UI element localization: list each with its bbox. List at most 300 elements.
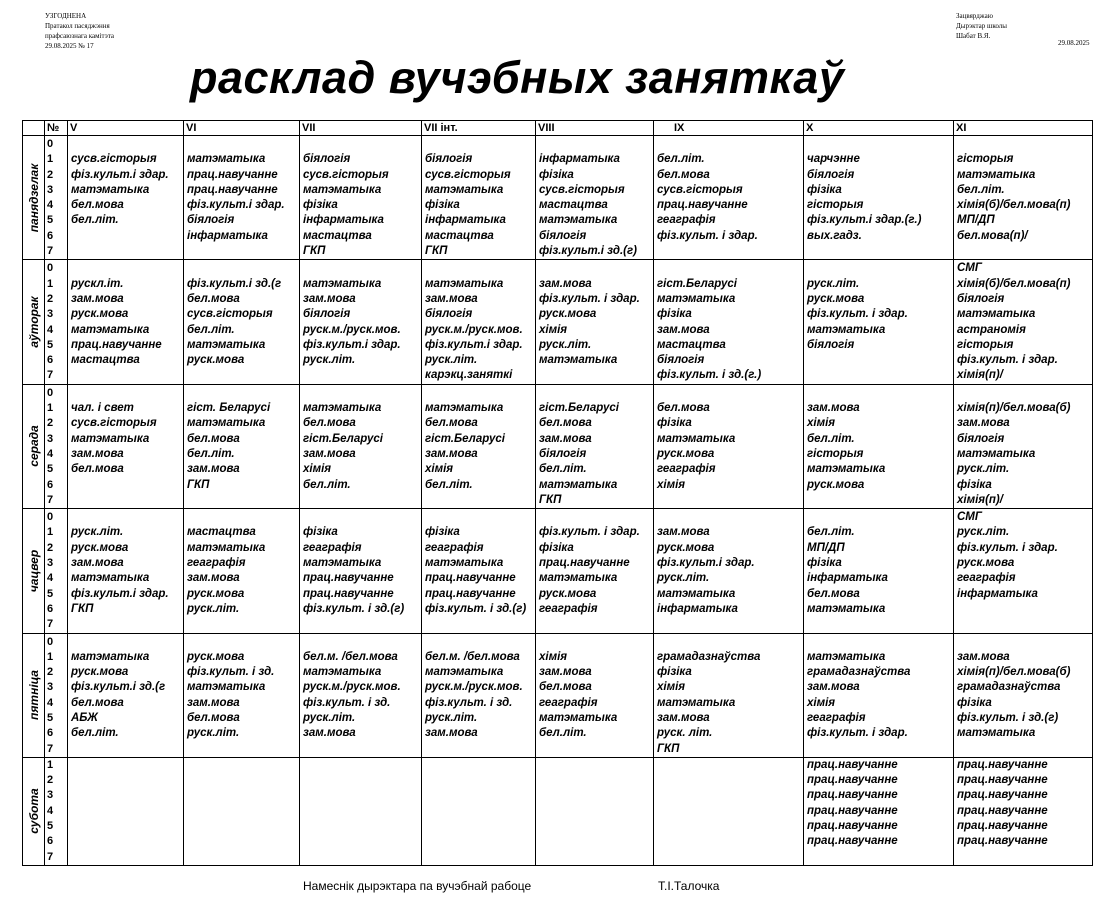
lesson-subject (425, 788, 535, 803)
header-row (23, 121, 1093, 136)
lesson-subject: сусв.гісторыя (71, 153, 157, 166)
lesson-number: 7 (47, 369, 54, 382)
lesson-subject (71, 758, 183, 773)
lesson-subject (71, 788, 183, 803)
day-name: аўторак (26, 296, 41, 348)
day-cell (23, 136, 45, 260)
lesson-subject (539, 758, 653, 773)
lesson-number: 4 (47, 199, 54, 212)
lesson-number: 7 (47, 742, 54, 755)
schedule-cell-c1 (68, 136, 184, 260)
lesson-subject (425, 819, 535, 834)
day-cell (23, 384, 45, 508)
lesson-subject: прац.навучанне (957, 774, 1048, 787)
lesson-subject (425, 137, 535, 152)
lesson-subject: МП/ДП (807, 541, 845, 554)
lesson-subject: біялогія (539, 447, 587, 460)
lesson-subject: руск.літ. (71, 526, 124, 539)
schedule-cell-c4 (422, 509, 536, 633)
lesson-subject: руск.мова (71, 666, 129, 679)
lesson-subject: фізіка (807, 557, 842, 570)
lesson-subject (657, 850, 803, 865)
schedule-cell-c1 (68, 633, 184, 757)
lesson-subject (303, 137, 421, 152)
day-cell (23, 757, 45, 865)
lesson-subject: матэматыка (187, 681, 266, 694)
lesson-subject: фізіка (657, 666, 692, 679)
lesson-subject: геаграфія (303, 541, 362, 554)
approval-heading: УЗГОДНЕНА (45, 12, 87, 20)
lesson-subject: зам.мова (303, 292, 356, 305)
lesson-subject: прац.навучанне (807, 804, 898, 817)
schedule-cell-c1 (68, 509, 184, 633)
schedule-cell-c4 (422, 136, 536, 260)
lesson-subject: біялогія (539, 229, 587, 242)
lesson-subject: матэматыка (303, 666, 382, 679)
lesson-subject (807, 137, 953, 152)
schedule-cell-c2 (184, 509, 300, 633)
lesson-subject: фіз.культ.і зд.(г (71, 681, 166, 694)
lesson-subject: зам.мова (539, 432, 592, 445)
lesson-number: 3 (47, 789, 54, 802)
lesson-subject (303, 788, 421, 803)
lesson-subject (187, 617, 299, 632)
lesson-subject: руск.літ. (425, 711, 478, 724)
lesson-number: 1 (47, 402, 54, 415)
lesson-subject: бел.м. /бел.мова (425, 650, 520, 663)
day-cell (23, 260, 45, 384)
lesson-subject (957, 137, 1092, 152)
day-row-tue (23, 260, 1093, 384)
lesson-subject: зам.мова (425, 292, 478, 305)
lesson-subject: руск.мова (71, 308, 129, 321)
lesson-subject: ГКП (425, 245, 448, 258)
lesson-subject: сусв.гісторыя (539, 183, 625, 196)
lesson-subject (425, 617, 535, 632)
lesson-subject: сусв.гісторыя (303, 168, 389, 181)
lesson-subject: фіз.культ. і зд.(г) (957, 711, 1059, 724)
lesson-subject (657, 773, 803, 788)
lesson-subject: матэматыка (425, 666, 504, 679)
lesson-subject: біялогія (425, 153, 473, 166)
lesson-subject: ГКП (71, 602, 94, 615)
lesson-subject (539, 788, 653, 803)
schedule-cell-c6 (654, 260, 804, 384)
lesson-subject: хімія(п)/бел.мова(б) (957, 402, 1071, 415)
lesson-subject: мастацтва (71, 354, 140, 367)
lesson-subject: фіз.культ.і здар.(г.) (807, 214, 922, 227)
lesson-subject: руск.літ. (303, 354, 356, 367)
lesson-subject (657, 819, 803, 834)
schedule-cell-c2 (184, 633, 300, 757)
lesson-subject (425, 773, 535, 788)
lesson-subject: бел.літ. (539, 463, 587, 476)
lesson-subject: геаграфія (657, 214, 716, 227)
lesson-subject: руск.мова (187, 354, 245, 367)
lesson-subject: матэматыка (539, 354, 618, 367)
lesson-subject (71, 834, 183, 849)
lesson-subject: матэматыка (71, 572, 150, 585)
lesson-subject (303, 850, 421, 865)
lesson-subject: ГКП (657, 742, 680, 755)
schedule-cell-c6 (654, 384, 804, 508)
lesson-subject: фіз.культ. і здар. (657, 229, 758, 242)
lesson-number: 1 (47, 758, 54, 771)
lesson-subject: сусв.гісторыя (187, 308, 273, 321)
lesson-subject (71, 244, 183, 259)
lesson-subject: хімія (657, 681, 686, 694)
lesson-subject: геаграфія (425, 541, 484, 554)
lesson-subject: руск.мова (657, 447, 715, 460)
lesson-subject: сусв.гісторыя (71, 417, 157, 430)
lesson-number: 1 (47, 526, 54, 539)
lesson-subject (187, 244, 299, 259)
schedule-cell-c5 (536, 633, 654, 757)
schedule-cell-c6 (654, 757, 804, 865)
lesson-subject: мастацтва (657, 338, 726, 351)
lesson-subject: прац.навучанне (957, 804, 1048, 817)
lesson-subject: фізіка (303, 199, 338, 212)
lesson-subject: руск.мова (957, 557, 1015, 570)
approval-block (45, 11, 114, 51)
confirmation-heading: Зацвярджаю (956, 12, 993, 20)
lesson-subject (539, 368, 653, 383)
schedule-cell-c2 (184, 384, 300, 508)
lesson-subject (303, 804, 421, 819)
lesson-subject (71, 386, 183, 401)
lesson-subject: руск.мова (657, 541, 715, 554)
lesson-subject (539, 804, 653, 819)
lesson-subject: фіз.культ.і зд.(г) (539, 245, 637, 258)
schedule-cell-c4 (422, 633, 536, 757)
lesson-subject: бел.літ. (71, 727, 119, 740)
lesson-subject: фіз.культ.і здар. (187, 199, 285, 212)
lesson-number: 6 (47, 602, 54, 615)
lesson-subject: фіз.культ.і зд.(г (187, 277, 282, 290)
lesson-subject (807, 368, 953, 383)
lesson-subject: руск.літ. (657, 572, 710, 585)
lesson-subject: зам.мова (957, 650, 1010, 663)
lesson-subject: прац.навучанне (957, 789, 1048, 802)
schedule-cell-c3 (300, 757, 422, 865)
lesson-subject (807, 850, 953, 865)
lesson-subject: матэматыка (303, 277, 382, 290)
header-class-11: XI (954, 121, 1093, 136)
schedule-cell-c5 (536, 384, 654, 508)
lesson-numbers (45, 509, 68, 633)
lesson-subject: мастацтва (425, 229, 494, 242)
lesson-subject (71, 261, 183, 276)
header-class-8: VIII (536, 121, 654, 136)
day-name: пятніца (26, 670, 41, 721)
lesson-numbers (45, 633, 68, 757)
day-row-wed (23, 384, 1093, 508)
lesson-subject (539, 635, 653, 650)
lesson-subject (539, 834, 653, 849)
lesson-subject: хімія(б)/бел.мова(п) (957, 199, 1071, 212)
lesson-subject: гіст. Беларусі (187, 402, 271, 415)
schedule-cell-c7 (804, 384, 954, 508)
lesson-subject: руск.мова (807, 292, 865, 305)
lesson-subject: руск.м./руск.мов. (425, 681, 523, 694)
lesson-subject: хімія (657, 478, 686, 491)
approval-committee: прафсаюзнага камітэта (45, 32, 115, 40)
schedule-cell-c2 (184, 136, 300, 260)
lesson-number: 2 (47, 417, 54, 430)
lesson-subject: матэматыка (957, 168, 1036, 181)
lesson-subject (303, 386, 421, 401)
lesson-subject: хімія (807, 696, 836, 709)
lesson-subject: руск.мова (187, 587, 245, 600)
signature-name: Т.І.Талочка (658, 879, 720, 893)
lesson-subject (657, 261, 803, 276)
lesson-subject (425, 804, 535, 819)
lesson-subject: біялогія (303, 153, 351, 166)
lesson-subject: мастацтва (539, 199, 608, 212)
lesson-subject: геаграфія (187, 557, 246, 570)
schedule-cell-c7 (804, 260, 954, 384)
lesson-subject (657, 758, 803, 773)
schedule-cell-c4 (422, 757, 536, 865)
lesson-number: 5 (47, 463, 54, 476)
lesson-subject: бел.літ. (303, 478, 351, 491)
lesson-number: 0 (47, 138, 54, 150)
lesson-subject: хімія(п)/ (957, 369, 1003, 382)
lesson-subject: бел.мова (187, 292, 240, 305)
lesson-subject (807, 261, 953, 276)
lesson-subject: фізіка (425, 526, 460, 539)
lesson-subject (71, 478, 183, 493)
lesson-subject: прац.навучанне (303, 572, 394, 585)
lesson-subject (425, 758, 535, 773)
lesson-number: 6 (47, 727, 54, 740)
lesson-subject (657, 493, 803, 508)
lesson-subject: зам.мова (657, 526, 710, 539)
header-class-7: VII (300, 121, 422, 136)
lesson-subject: зам.мова (303, 727, 356, 740)
lesson-subject: біялогія (957, 292, 1005, 305)
schedule-cell-c6 (654, 509, 804, 633)
lesson-subject: матэматыка (425, 557, 504, 570)
lesson-subject (303, 742, 421, 757)
lesson-subject (303, 510, 421, 525)
lesson-subject: матэматыка (71, 650, 150, 663)
lesson-subject: руск.мова (71, 541, 129, 554)
lesson-subject: прац.навучанне (957, 758, 1048, 771)
approval-date-number: 29.08.2025 № 17 (45, 42, 94, 50)
lesson-subject: фіз.культ. і зд. (303, 696, 391, 709)
lesson-subject: прац.навучанне (303, 587, 394, 600)
schedule-cell-c1 (68, 384, 184, 508)
schedule-cell-c7 (804, 136, 954, 260)
lesson-subject: прац.навучанне (657, 199, 748, 212)
lesson-subject: прац.навучанне (187, 168, 278, 181)
day-name: субота (26, 788, 41, 835)
lesson-number: 1 (47, 650, 54, 663)
lesson-subject: матэматыка (957, 727, 1036, 740)
lesson-subject: фізіка (303, 526, 338, 539)
schedule-cell-c2 (184, 757, 300, 865)
lesson-subject (187, 819, 299, 834)
lesson-subject: прац.навучанне (807, 758, 898, 771)
lesson-subject: прац.навучанне (425, 587, 516, 600)
lesson-subject: біялогія (957, 432, 1005, 445)
lesson-subject: біялогія (657, 354, 705, 367)
lesson-subject: хімія (425, 463, 454, 476)
lesson-numbers (45, 260, 68, 384)
lesson-subject (303, 261, 421, 276)
lesson-subject (425, 493, 535, 508)
schedule-cell-c1 (68, 260, 184, 384)
lesson-subject: матэматыка (187, 541, 266, 554)
lesson-subject: біялогія (303, 308, 351, 321)
lesson-subject: руск.літ. (807, 277, 860, 290)
lesson-number: 6 (47, 478, 54, 491)
lesson-number: 2 (47, 666, 54, 679)
lesson-subject: матэматыка (957, 308, 1036, 321)
lesson-subject: фіз.культ.і здар. (71, 587, 169, 600)
header-class-10: X (804, 121, 954, 136)
day-row-fri (23, 633, 1093, 757)
header-day (23, 121, 45, 136)
lesson-subject (657, 834, 803, 849)
lesson-subject (303, 834, 421, 849)
lesson-subject: руск. літ. (657, 727, 713, 740)
lesson-subject (657, 635, 803, 650)
lesson-subject: фізіка (957, 696, 992, 709)
lesson-subject: матэматыка (539, 478, 618, 491)
lesson-subject: матэматыка (187, 338, 266, 351)
lesson-subject: геаграфія (807, 711, 866, 724)
lesson-subject (957, 602, 1092, 617)
lesson-subject: зам.мова (187, 463, 240, 476)
lesson-subject: бел.літ. (957, 183, 1005, 196)
schedule-cell-c5 (536, 136, 654, 260)
lesson-number: 1 (47, 153, 54, 166)
schedule-cell-c8 (954, 633, 1093, 757)
lesson-subject: гіст.Беларусі (303, 432, 383, 445)
lesson-subject: гісторыя (807, 447, 864, 460)
lesson-number: 6 (47, 229, 54, 242)
lesson-subject (303, 617, 421, 632)
lesson-subject: матэматыка (807, 650, 886, 663)
lesson-number: 7 (47, 493, 54, 506)
lesson-subject: матэматыка (187, 153, 266, 166)
lesson-subject (187, 758, 299, 773)
lesson-number: 0 (47, 511, 54, 524)
lesson-subject (957, 244, 1092, 259)
lesson-subject: зам.мова (71, 447, 124, 460)
lesson-number: 0 (47, 386, 54, 399)
lesson-subject: хімія(п)/бел.мова(б) (957, 666, 1071, 679)
lesson-number: 2 (47, 774, 54, 787)
day-name: серада (26, 425, 41, 468)
lesson-subject (425, 834, 535, 849)
lesson-subject: бел.мова (657, 402, 710, 415)
lesson-subject: фіз.культ.і здар. (71, 168, 169, 181)
lesson-subject: матэматыка (657, 587, 736, 600)
lesson-numbers (45, 136, 68, 260)
lesson-subject: руск.літ. (187, 727, 240, 740)
lesson-subject (187, 804, 299, 819)
schedule-cell-c4 (422, 384, 536, 508)
schedule-cell-c4 (422, 260, 536, 384)
lesson-subject: фіз.культ.і здар. (657, 557, 755, 570)
schedule-cell-c6 (654, 136, 804, 260)
lesson-subject: біялогія (807, 338, 855, 351)
header-class-6: VI (184, 121, 300, 136)
confirmation-position: Дырэктар школы (956, 22, 1008, 30)
schedule-cell-c3 (300, 136, 422, 260)
schedule-cell-c2 (184, 260, 300, 384)
lesson-subject: фіз.культ.і здар. (425, 338, 523, 351)
lesson-subject (807, 244, 953, 259)
lesson-subject: фіз.культ. і зд. (187, 666, 275, 679)
lesson-subject: сусв.гісторыя (425, 168, 511, 181)
lesson-subject: прац.навучанне (425, 572, 516, 585)
lesson-subject (657, 804, 803, 819)
lesson-subject: карэкц.заняткі (425, 369, 513, 382)
lesson-subject: ГКП (539, 493, 562, 506)
lesson-subject: фіз.культ.і здар. (303, 338, 401, 351)
lesson-subject: зам.мова (187, 572, 240, 585)
lesson-subject: руск.мова (539, 587, 597, 600)
day-name: панядзелак (26, 163, 41, 232)
lesson-subject: бел.мова (71, 696, 124, 709)
lesson-subject (657, 244, 803, 259)
lesson-subject: фізіка (539, 168, 574, 181)
lesson-subject: матэматыка (187, 417, 266, 430)
lesson-subject: матэматыка (539, 214, 618, 227)
lesson-subject: рускл.іт. (71, 277, 124, 290)
lesson-subject: фіз.культ. і здар. (957, 541, 1058, 554)
lesson-subject (187, 773, 299, 788)
lesson-subject: матэматыка (71, 183, 150, 196)
lesson-subject: прац.навучанне (957, 820, 1048, 833)
lesson-subject: інфарматыка (425, 214, 506, 227)
approval-protocol: Пратакол пасяджэння (45, 22, 110, 30)
lesson-subject: бел.мова (807, 587, 860, 600)
lesson-subject: руск.літ. (425, 354, 478, 367)
header-class-7-int: VII інт. (422, 121, 536, 136)
signature-role: Намеснік дырэктара па вучэбнай рабоце (303, 879, 532, 893)
lesson-subject (539, 386, 653, 401)
lesson-subject (71, 510, 183, 525)
day-name: чацвер (26, 549, 41, 592)
lesson-subject (187, 510, 299, 525)
lesson-subject: бел.мова(п)/ (957, 229, 1028, 242)
lesson-subject (187, 742, 299, 757)
lesson-subject: гіст.Беларусі (425, 432, 505, 445)
schedule-cell-c8 (954, 260, 1093, 384)
lesson-subject: матэматыка (539, 711, 618, 724)
lesson-subject: хімія (807, 417, 836, 430)
lesson-subject: прац.навучанне (807, 820, 898, 833)
schedule-cell-c3 (300, 260, 422, 384)
lesson-subject: геаграфія (539, 696, 598, 709)
schedule-cell-c3 (300, 509, 422, 633)
confirmation-block (956, 11, 1007, 41)
lesson-subject: фіз.культ. і зд. (425, 696, 513, 709)
lesson-subject: бел.мова (187, 432, 240, 445)
lesson-subject (957, 850, 1092, 865)
schedule-cell-c5 (536, 509, 654, 633)
lesson-subject: бел.мова (187, 711, 240, 724)
day-row-thu (23, 509, 1093, 633)
lesson-subject: матэматыка (807, 602, 886, 615)
lesson-subject: руск.мова (187, 650, 245, 663)
day-cell (23, 633, 45, 757)
